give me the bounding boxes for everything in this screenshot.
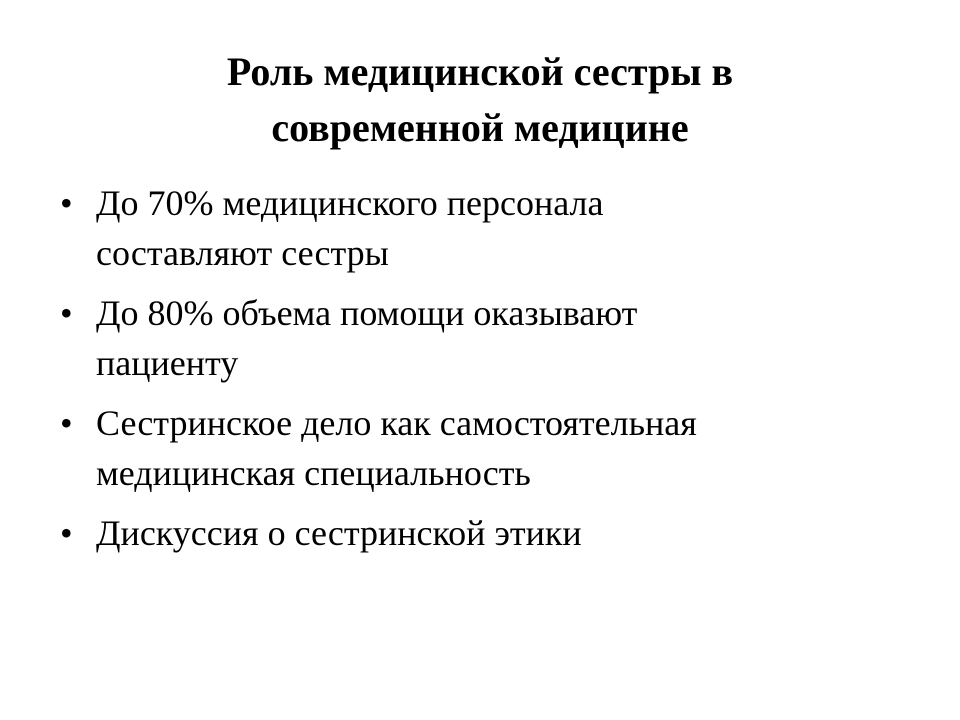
bullet-icon: • <box>60 293 73 333</box>
bullet-text-line: Дискуссия о сестринской этики <box>96 513 582 553</box>
title-line: Роль медицинской сестры в <box>226 49 734 94</box>
title-line: современной медицине <box>271 105 689 150</box>
bullet-icon: • <box>60 403 73 443</box>
bullet-icon: • <box>60 183 73 223</box>
slide-title <box>60 44 900 156</box>
bullet-text-line: Сестринское дело как самостоятельная <box>96 403 697 443</box>
bullet-text-line: составляют сестры <box>96 233 389 273</box>
bullet-text-line: До 70% медицинского персонала <box>96 183 604 223</box>
bullet-text-line: пациенту <box>96 343 239 383</box>
bullet-item <box>60 508 900 558</box>
bullet-icon: • <box>60 513 73 553</box>
bullet-item <box>60 288 900 388</box>
bullet-text-line: медицинская специальность <box>96 453 531 493</box>
bullet-item <box>60 178 900 278</box>
bullet-list <box>60 178 900 568</box>
bullet-item <box>60 398 900 498</box>
bullet-text-line: До 80% объема помощи оказывают <box>96 293 638 333</box>
